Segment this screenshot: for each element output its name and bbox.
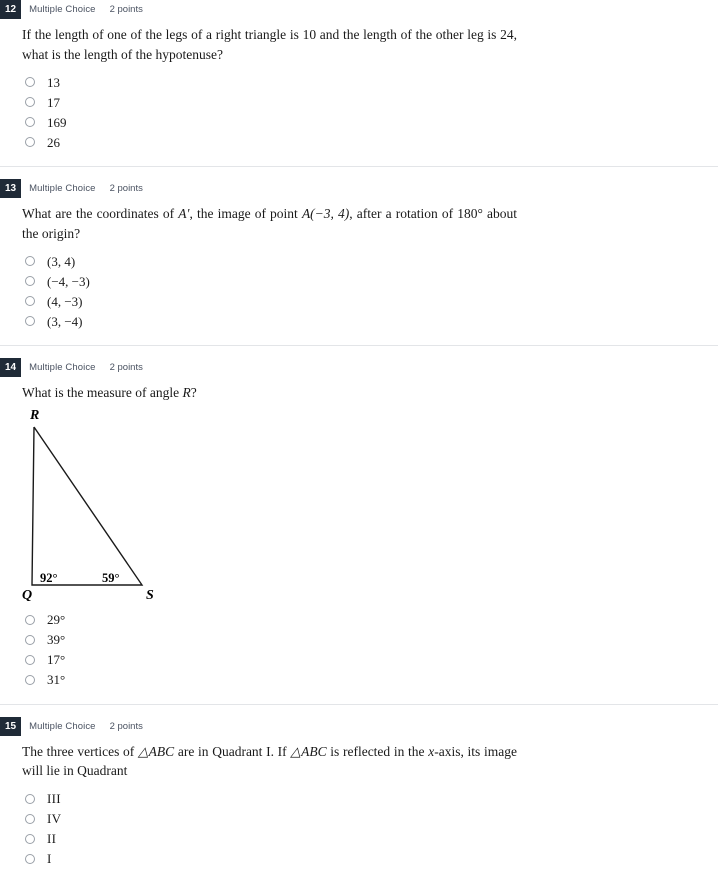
question-13-type: Multiple Choice [29,183,96,195]
question-12-number: 12 [0,0,21,19]
triangle-figure [22,405,698,606]
radio-icon[interactable] [25,137,35,147]
choice-option[interactable] [22,112,698,132]
choice-label: III [47,791,61,807]
question-13 [0,167,718,346]
question-15-choices [22,789,698,869]
q13-math-aprime: A′ [178,206,190,222]
choice-label: 13 [47,74,60,90]
q15-math-x: x [428,743,435,759]
choice-option[interactable] [22,132,698,152]
q14-text-c: ? [190,385,197,401]
choice-label: I [47,851,52,867]
question-13-text [22,204,517,243]
question-14-type: Multiple Choice [29,362,96,374]
question-13-points: 2 points [109,183,143,195]
radio-icon[interactable] [25,854,35,864]
vertex-label-r: R [30,407,40,423]
q15-text-a: The three vertices of [22,743,138,759]
choice-option[interactable] [22,311,698,331]
vertex-label-q: Q [22,587,33,601]
question-13-header [0,179,718,198]
choice-option[interactable] [22,650,698,670]
q15-text-e: is reflected in the [326,743,429,759]
question-12-text: If the length of one of the legs of a right triangle is 10 and the length of the other leg is 24, what is the length of the hypotenuse? [22,27,517,62]
question-12-points: 2 points [109,4,143,15]
q13-text-e: , after a rotation of 180° about the origin? [22,206,517,241]
radio-icon[interactable] [25,316,35,326]
question-12 [0,0,718,167]
choice-label: (−4, −3) [47,273,90,289]
radio-icon[interactable] [25,635,35,645]
angle-label-s: 59° [102,570,120,585]
choice-option[interactable] [22,251,698,271]
question-15-text [22,742,517,781]
choice-option[interactable] [22,291,698,311]
choice-label: 39° [47,632,66,648]
triangle-outline [32,427,142,585]
choice-option[interactable] [22,630,698,650]
question-15-number: 15 [0,717,21,736]
choice-label: (4, −3) [47,293,83,309]
radio-icon[interactable] [25,77,35,87]
question-13-number: 13 [0,179,21,198]
choice-option[interactable] [22,670,698,690]
question-14 [0,346,718,705]
choice-option[interactable] [22,849,698,869]
radio-icon[interactable] [25,97,35,107]
question-12-choices [22,72,698,152]
choice-label: 17 [47,94,60,110]
q15-text-c: are in Quadrant I. If [174,743,291,759]
question-12-type: Multiple Choice [29,4,96,15]
question-14-choices [22,610,698,690]
choice-option[interactable] [22,610,698,630]
choice-label: 31° [47,672,66,688]
radio-icon[interactable] [25,276,35,286]
choice-option[interactable] [22,72,698,92]
q15-math-abc-1: △ABC [137,743,175,759]
choice-label: II [47,831,57,847]
question-15-header [0,717,718,736]
choice-option[interactable] [22,789,698,809]
q13-text-a: What are the coordinates of [22,206,179,222]
question-14-body [0,383,718,690]
choice-label: (3, −4) [47,313,83,329]
radio-icon[interactable] [25,675,35,685]
angle-label-q: 92° [40,570,58,585]
radio-icon[interactable] [25,296,35,306]
radio-icon[interactable] [25,794,35,804]
question-14-text [22,383,517,403]
question-15-body [0,742,718,869]
q14-math-r: R [182,385,191,401]
q15-math-abc-2: △ABC [290,743,327,759]
radio-icon[interactable] [25,655,35,665]
question-15 [0,705,718,883]
choice-label: 29° [47,612,66,628]
vertex-label-s: S [146,587,154,601]
question-14-number: 14 [0,358,21,377]
radio-icon[interactable] [25,615,35,625]
question-13-choices [22,251,698,331]
choice-label: IV [47,811,62,827]
question-15-points: 2 points [109,720,143,732]
question-14-points: 2 points [109,362,143,374]
choice-option[interactable] [22,809,698,829]
radio-icon[interactable] [25,117,35,127]
q13-math-point: A(−3, 4) [301,206,350,222]
question-12-body [0,25,718,152]
choice-label: 17° [47,652,66,668]
radio-icon[interactable] [25,834,35,844]
choice-label: 26 [47,134,60,150]
q13-text-c: , the image of point [189,206,302,222]
radio-icon[interactable] [25,814,35,824]
triangle-qrs-svg [22,405,182,601]
choice-option[interactable] [22,829,698,849]
question-15-type: Multiple Choice [29,720,96,732]
q14-text-a: What is the measure of angle [22,385,183,401]
choice-option[interactable] [22,271,698,291]
choice-label: (3, 4) [47,253,76,269]
question-12-header [0,0,718,19]
q15-text-g: -axis, its image will lie in Quadrant [22,743,517,779]
choice-option[interactable] [22,92,698,112]
choice-label: 169 [47,114,67,130]
question-14-header [0,358,718,377]
question-13-body [0,204,718,331]
radio-icon[interactable] [25,256,35,266]
